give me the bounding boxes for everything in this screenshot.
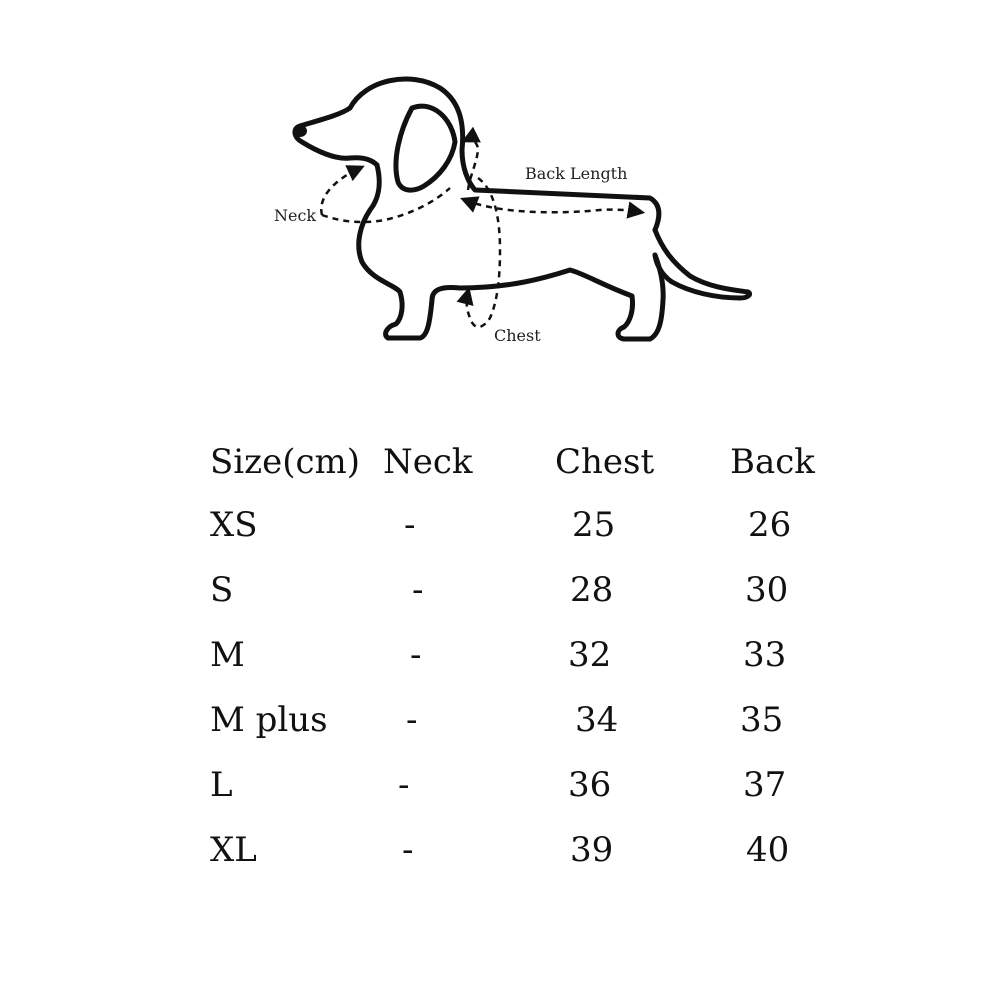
header-size: Size(cm) — [210, 442, 361, 482]
row-xs-size: XS — [210, 505, 258, 545]
row-m-back: 33 — [743, 635, 787, 675]
row-xs-back: 26 — [748, 505, 792, 545]
row-mplus-back: 35 — [740, 700, 784, 740]
header-chest: Chest — [555, 442, 655, 482]
row-l-size: L — [210, 765, 233, 805]
row-s-chest: 28 — [570, 570, 614, 610]
row-l-chest: 36 — [568, 765, 612, 805]
neck-label: Neck — [274, 206, 317, 225]
row-mplus-chest: 34 — [575, 700, 619, 740]
row-m-size: M — [210, 635, 245, 675]
row-m-chest: 32 — [568, 635, 612, 675]
row-s-size: S — [210, 570, 234, 610]
row-s-neck: - — [412, 570, 424, 610]
row-l-back: 37 — [743, 765, 787, 805]
row-mplus-neck: - — [406, 700, 418, 740]
back-length-label: Back Length — [525, 164, 628, 183]
header-back: Back — [730, 442, 815, 482]
row-xl-neck: - — [402, 830, 414, 870]
chest-label: Chest — [494, 326, 541, 345]
header-neck: Neck — [383, 442, 473, 482]
row-xs-neck: - — [404, 505, 416, 545]
row-xl-chest: 39 — [570, 830, 614, 870]
row-mplus-size: M plus — [210, 700, 328, 740]
row-xl-size: XL — [210, 830, 257, 870]
row-s-back: 30 — [745, 570, 789, 610]
row-xs-chest: 25 — [572, 505, 616, 545]
row-l-neck: - — [398, 765, 410, 805]
row-m-neck: - — [410, 635, 422, 675]
row-xl-back: 40 — [746, 830, 790, 870]
